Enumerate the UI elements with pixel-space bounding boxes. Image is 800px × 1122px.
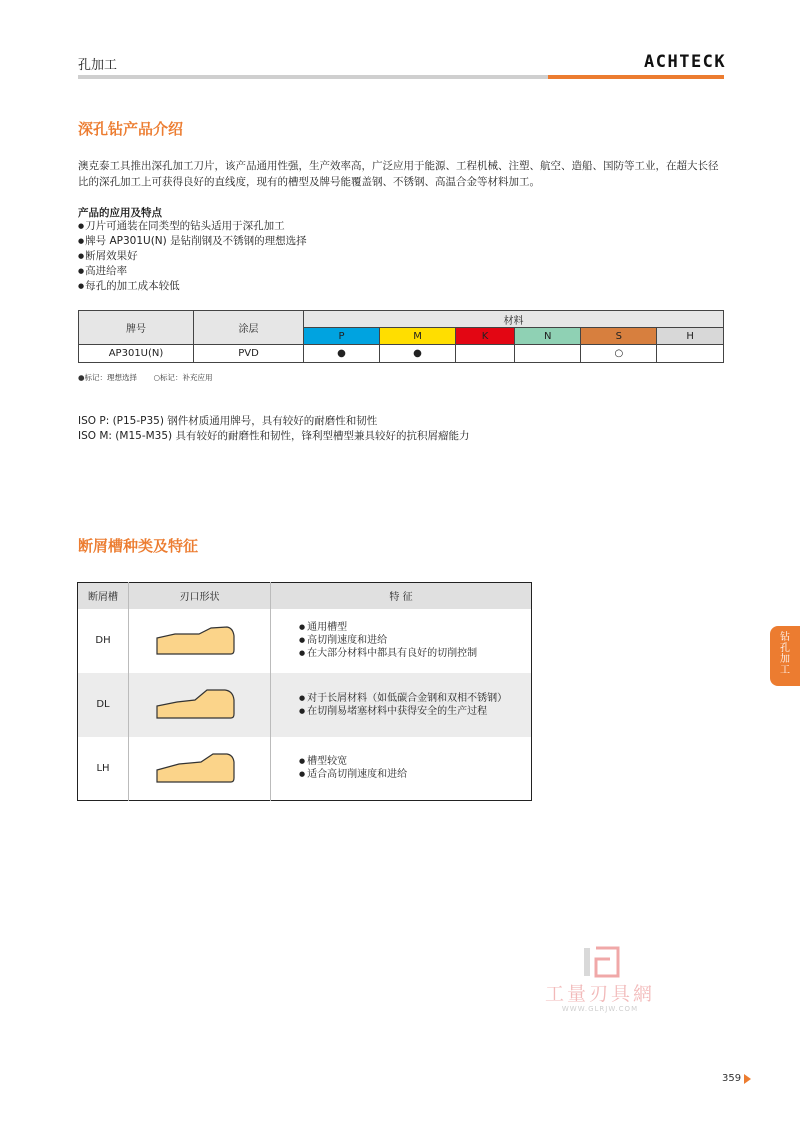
grade-cell: AP301U(N) (79, 345, 194, 363)
table-row (78, 737, 532, 801)
edge-shape (129, 673, 271, 737)
legend-secondary: ○标记：补充应用 (153, 373, 213, 382)
feature-item: ● 刀片可通装在同类型的钻头适用于深孔加工 (78, 219, 307, 234)
table-row (78, 673, 532, 737)
feature-line: ● 在大部分材料中都具有良好的切削控制 (299, 647, 531, 660)
side-tab-char: 加 (780, 654, 790, 665)
table-row (78, 609, 532, 673)
edge-shape (129, 609, 271, 673)
chipbreaker-features (271, 673, 532, 737)
iso-notes (78, 414, 469, 444)
dh-edge-shape-icon (155, 622, 245, 656)
legend-primary: ●标记：理想选择 (78, 373, 138, 382)
table-legend (78, 372, 226, 383)
feature-line: ● 通用槽型 (299, 621, 531, 634)
mark-n (515, 345, 581, 363)
intro-title: 深孔钻产品介绍 (78, 120, 184, 138)
chipbreaker-features (271, 737, 532, 801)
shape-header: 刃口形状 (129, 583, 271, 609)
chipbreaker-name: DH (95, 635, 111, 646)
brand-logo: ACHTECK (644, 52, 727, 72)
watermark-url: WWW.GLRJW.COM (561, 1005, 639, 1013)
chipbreaker-title: 断屑槽种类及特征 (78, 537, 199, 555)
edge-shape (129, 737, 271, 801)
material-h-cell: H (657, 328, 724, 345)
mark-k (456, 345, 515, 363)
feature-line: ● 高切削速度和进给 (299, 634, 531, 647)
feature-item: ● 牌号 AP301U(N) 是钻削钢及不锈钢的理想选择 (78, 234, 307, 249)
section-label: 孔加工 (78, 58, 118, 73)
feature-item: ● 每孔的加工成本较低 (78, 279, 307, 294)
material-s-cell: S (581, 328, 657, 345)
name-header: 断屑槽 (78, 583, 129, 609)
chipbreaker-features (271, 609, 532, 673)
material-header: 材料 (304, 311, 724, 328)
side-tab-char: 钻 (780, 632, 790, 643)
features-title: 产品的应用及特点 (78, 207, 162, 219)
features-header: 特 征 (271, 583, 532, 609)
iso-note-m: ISO M: (M15-M35) 具有较好的耐磨性和韧性，锋利型槽型兼具较好的抗积屑瘤能力 (78, 430, 470, 442)
material-m-cell: M (380, 328, 456, 345)
feature-item: ● 断屑效果好 (78, 249, 307, 264)
mark-s: ○ (581, 345, 657, 363)
coating-header: 涂层 (194, 311, 304, 345)
feature-line: ● 适合高切削速度和进给 (299, 768, 531, 781)
feature-item: ● 高进给率 (78, 264, 307, 279)
mark-p: ● (304, 345, 380, 363)
dl-edge-shape-icon (155, 686, 245, 720)
side-tab-hole-drilling[interactable] (770, 626, 800, 686)
material-k-cell: K (456, 328, 515, 345)
mark-m: ● (380, 345, 456, 363)
material-n-cell: N (515, 328, 581, 345)
side-tab-char: 孔 (780, 643, 790, 654)
lh-edge-shape-icon (155, 750, 245, 784)
material-p-cell: P (304, 328, 380, 345)
watermark-text: 工量刃具網 (544, 983, 655, 1005)
feature-line: ● 在切削易堵塞材料中获得安全的生产过程 (299, 705, 531, 718)
chipbreaker-name: LH (96, 762, 110, 774)
material-table (78, 310, 724, 363)
side-tab-char: 工 (780, 665, 790, 676)
mark-h (657, 345, 724, 363)
grade-header: 牌号 (79, 311, 194, 345)
coating-cell: PVD (194, 345, 304, 363)
chipbreaker-name: DL (78, 673, 129, 737)
header-rule-accent (548, 75, 724, 79)
page-arrow-icon (744, 1074, 751, 1084)
watermark (530, 945, 670, 1025)
iso-note-p: ISO P: (P15-P35) 钢件材质通用牌号，具有较好的耐磨性和韧性 (78, 415, 378, 427)
page-number: 359 (722, 1073, 742, 1084)
table-row (79, 345, 724, 363)
intro-paragraph: 澳克泰工具推出深孔加工刀片，该产品通用性强，生产效率高，广泛应用于能源、工程机械、注塑、航空、造船、国防等工业，在超大长径比的深孔加工上可获得良好的直线度，现有的槽型及牌号能覆盖钢、不锈钢、高温合金等材料加工。 (78, 160, 719, 188)
features-list (78, 219, 307, 294)
feature-line: ● 槽型较宽 (299, 755, 531, 768)
header-rule-grey (78, 75, 548, 79)
watermark-logo-icon (582, 945, 622, 979)
feature-line: ● 对于长屑材料（如低碳合金钢和双相不锈钢） (299, 692, 531, 705)
chipbreaker-table (77, 582, 532, 801)
